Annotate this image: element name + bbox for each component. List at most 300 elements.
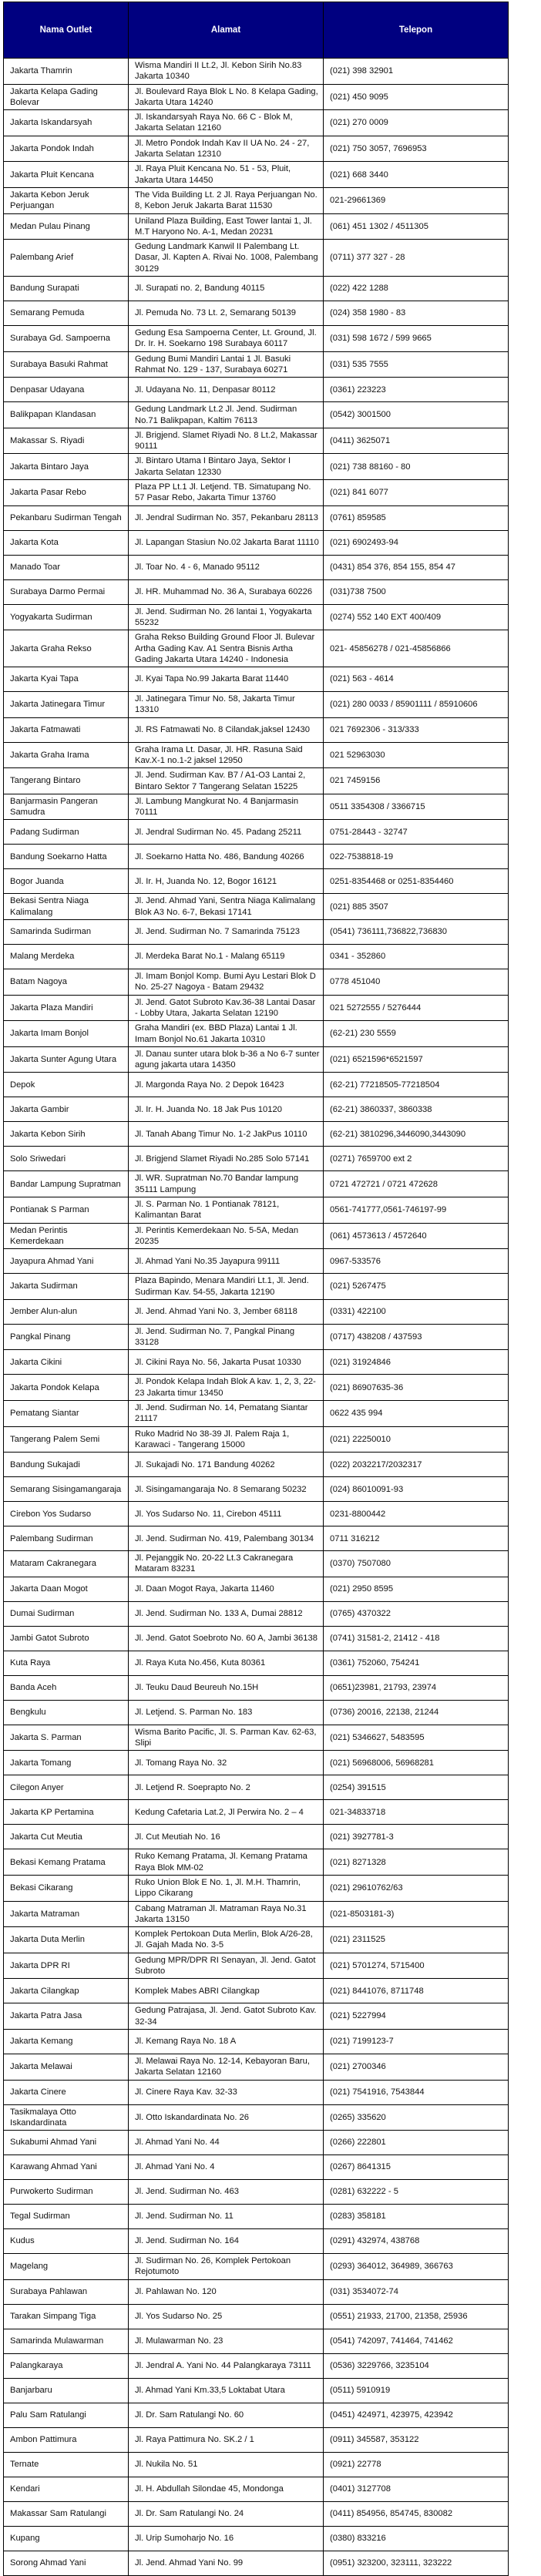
table-row bbox=[4, 1097, 509, 1122]
phone-cell: (0411) 854956, 854745, 830082 bbox=[324, 2501, 509, 2526]
phone-cell: (021) 8271328 bbox=[324, 1849, 509, 1876]
outlet-name-cell: Depok bbox=[4, 1073, 129, 1097]
header-nama-outlet: Nama Outlet bbox=[4, 2, 129, 59]
table-row bbox=[4, 1274, 509, 1300]
address-cell: Jl. Ahmad Yani Km.33,5 Loktabat Utara bbox=[129, 2378, 324, 2403]
phone-cell: (0411) 3625071 bbox=[324, 428, 509, 454]
outlet-name-cell: Jakarta Iskandarsyah bbox=[4, 110, 129, 136]
outlet-name-cell: Mataram Cakranegara bbox=[4, 1551, 129, 1577]
address-cell: Jl. Imam Bonjol Komp. Bumi Ayu Lestari Blok D No. 25-27 Nagoya - Batam 29432 bbox=[129, 969, 324, 996]
outlet-name-cell: Kudus bbox=[4, 2229, 129, 2254]
address-cell: Jl. Toar No. 4 - 6, Manado 95112 bbox=[129, 555, 324, 579]
address-cell: Jl. HR. Muhammad No. 36 A, Surabaya 60226 bbox=[129, 579, 324, 604]
table-row bbox=[4, 1725, 509, 1751]
outlet-name-cell: Jakarta Kyai Tapa bbox=[4, 667, 129, 692]
table-row bbox=[4, 1875, 509, 1901]
table-row bbox=[4, 2477, 509, 2501]
phone-cell: 0778 451040 bbox=[324, 969, 509, 996]
table-row bbox=[4, 480, 509, 506]
table-row bbox=[4, 1021, 509, 1047]
address-cell: Gedung MPR/DPR RI Senayan, Jl. Jend. Gatot Subroto bbox=[129, 1953, 324, 1979]
outlet-name-cell: Ambon Pattimura bbox=[4, 2427, 129, 2452]
outlet-name-cell: Jakarta Cut Meutia bbox=[4, 1825, 129, 1849]
address-cell: Jl. Dr. Sam Ratulangi No. 24 bbox=[129, 2501, 324, 2526]
address-cell: Jl. Jend. Sudirman No. 26 lantai 1, Yogyakarta 55232 bbox=[129, 604, 324, 630]
outlet-name-cell: Samarinda Mulawarman bbox=[4, 2329, 129, 2353]
outlet-name-cell: Jakarta Cilangkap bbox=[4, 1979, 129, 2003]
table-row bbox=[4, 84, 509, 110]
table-row bbox=[4, 428, 509, 454]
table-row bbox=[4, 2329, 509, 2353]
phone-cell: (021) 22250010 bbox=[324, 1426, 509, 1453]
phone-cell: 0251-8354468 or 0251-8354460 bbox=[324, 869, 509, 894]
phone-cell: (021) 5346627, 5483595 bbox=[324, 1725, 509, 1751]
address-cell: Jl. Raya Pluit Kencana No. 51 - 53, Pluit, Jakarta Utara 14450 bbox=[129, 162, 324, 188]
outlet-name-cell: Balikpapan Klandasan bbox=[4, 402, 129, 428]
outlet-name-cell: Manado Toar bbox=[4, 555, 129, 579]
address-cell: Jl. Bintaro Utama I Bintaro Jaya, Sektor I Jakarta Selatan 12330 bbox=[129, 454, 324, 480]
table-row bbox=[4, 1979, 509, 2003]
table-row bbox=[4, 1526, 509, 1551]
outlet-name-cell: Bandung Soekarno Hatta bbox=[4, 845, 129, 869]
outlet-name-cell: Tangerang Palem Semi bbox=[4, 1426, 129, 1453]
table-row bbox=[4, 2205, 509, 2229]
phone-cell: (62-21) 77218505-77218504 bbox=[324, 1073, 509, 1097]
header-row bbox=[4, 2, 509, 59]
address-cell: Jl. Lambung Mangkurat No. 4 Banjarmasin 70111 bbox=[129, 794, 324, 820]
address-cell: Wisma Mandiri II Lt.2, Jl. Kebon Sirih No.83 Jakarta 10340 bbox=[129, 59, 324, 85]
address-cell: Jl. Kyai Tapa No.99 Jakarta Barat 11440 bbox=[129, 667, 324, 692]
address-cell: Jl. Pahlawan No. 120 bbox=[129, 2279, 324, 2304]
phone-cell: (021) 3927781-3 bbox=[324, 1825, 509, 1849]
outlet-name-cell: Pekanbaru Sudirman Tengah bbox=[4, 505, 129, 530]
address-cell: Jl. Jend. Sudirman No. 463 bbox=[129, 2180, 324, 2205]
table-row bbox=[4, 2229, 509, 2254]
table-row bbox=[4, 2029, 509, 2054]
outlet-name-cell: Jakarta Kelapa Gading Bolevar bbox=[4, 84, 129, 110]
table-row bbox=[4, 1223, 509, 1249]
phone-cell: (061) 451 1302 / 4511305 bbox=[324, 213, 509, 240]
phone-cell: (061) 4573613 / 4572640 bbox=[324, 1223, 509, 1249]
outlet-name-cell: Makassar S. Riyadi bbox=[4, 428, 129, 454]
address-cell: Jl. Udayana No. 11, Denpasar 80112 bbox=[129, 378, 324, 402]
phone-cell: (0651)23981, 21793, 23974 bbox=[324, 1675, 509, 1700]
outlet-name-cell: Banda Aceh bbox=[4, 1675, 129, 1700]
outlet-name-cell: Jakarta Fatmawati bbox=[4, 717, 129, 742]
table-row bbox=[4, 920, 509, 945]
address-cell: Jl. WR. Supratman No.70 Bandar lampung 35111 Lampung bbox=[129, 1171, 324, 1197]
outlet-name-cell: Ternate bbox=[4, 2452, 129, 2477]
table-row bbox=[4, 2155, 509, 2180]
outlet-name-cell: Jakarta Kebon Jeruk Perjuangan bbox=[4, 187, 129, 213]
address-cell: Jl. Jendral Sudirman No. 357, Pekanbaru 28113 bbox=[129, 505, 324, 530]
phone-cell: (021) 5227994 bbox=[324, 2003, 509, 2030]
table-row bbox=[4, 2304, 509, 2329]
outlet-name-cell: Bengkulu bbox=[4, 1700, 129, 1725]
phone-cell: (022) 422 1288 bbox=[324, 277, 509, 301]
phone-cell: (021) 668 3440 bbox=[324, 162, 509, 188]
table-row bbox=[4, 301, 509, 326]
phone-cell: (021) 56968006, 56968281 bbox=[324, 1751, 509, 1775]
outlet-name-cell: Jakarta Graha Rekso bbox=[4, 630, 129, 667]
phone-cell: (0401) 3127708 bbox=[324, 2477, 509, 2501]
phone-cell: (0361) 223223 bbox=[324, 378, 509, 402]
outlet-name-cell: Bekasi Sentra Niaga Kalimalang bbox=[4, 894, 129, 920]
table-row bbox=[4, 794, 509, 820]
phone-cell: (021) 841 6077 bbox=[324, 480, 509, 506]
address-cell: Ruko Madrid No 38-39 Jl. Palem Raja 1, Karawaci - Tangerang 15000 bbox=[129, 1426, 324, 1453]
address-cell: Jl. Iskandarsyah Raya No. 66 C - Blok M, Jakarta Selatan 12160 bbox=[129, 110, 324, 136]
outlet-name-cell: Bogor Juanda bbox=[4, 869, 129, 894]
table-row bbox=[4, 1197, 509, 1224]
outlet-name-cell: Jakarta Pondok Indah bbox=[4, 136, 129, 162]
address-cell: Jl. Jend. Sudirman No. 11 bbox=[129, 2205, 324, 2229]
outlet-name-cell: Karawang Ahmad Yani bbox=[4, 2155, 129, 2180]
table-row bbox=[4, 2501, 509, 2526]
address-cell: Jl. Mulawarman No. 23 bbox=[129, 2329, 324, 2353]
outlet-name-cell: Kendari bbox=[4, 2477, 129, 2501]
outlet-name-cell: Jakarta Pluit Kencana bbox=[4, 162, 129, 188]
outlet-name-cell: Bandar Lampung Supratman bbox=[4, 1171, 129, 1197]
outlet-name-cell: Makassar Sam Ratulangi bbox=[4, 2501, 129, 2526]
address-cell: Jl. Jend. Sudirman No. 419, Palembang 30134 bbox=[129, 1526, 324, 1551]
table-row bbox=[4, 213, 509, 240]
table-row bbox=[4, 820, 509, 845]
address-cell: Jl. Ahmad Yani No. 4 bbox=[129, 2155, 324, 2180]
phone-cell: (0711) 377 327 - 28 bbox=[324, 240, 509, 277]
phone-cell: (024) 358 1980 - 83 bbox=[324, 301, 509, 326]
phone-cell: (0741) 31581-2, 21412 - 418 bbox=[324, 1626, 509, 1651]
address-cell: Jl. Yos Sudarso No. 11, Cirebon 45111 bbox=[129, 1502, 324, 1526]
header-alamat: Alamat bbox=[129, 2, 324, 59]
phone-cell: (0281) 632222 - 5 bbox=[324, 2180, 509, 2205]
table-row bbox=[4, 454, 509, 480]
outlet-name-cell: Jakarta Daan Mogot bbox=[4, 1577, 129, 1601]
table-row bbox=[4, 1502, 509, 1526]
outlet-name-cell: Pematang Siantar bbox=[4, 1401, 129, 1427]
table-row bbox=[4, 2403, 509, 2427]
phone-cell: (021-8503181-3) bbox=[324, 1901, 509, 1927]
address-cell: Jl. RS Fatmawati No. 8 Cilandak,jaksel 12430 bbox=[129, 717, 324, 742]
table-row bbox=[4, 667, 509, 692]
address-cell: Jl. Brigjend Slamet Riyadi No.285 Solo 57141 bbox=[129, 1147, 324, 1171]
address-cell: Jl. Letjend R. Soeprapto No. 2 bbox=[129, 1775, 324, 1800]
phone-cell: (021) 2950 8595 bbox=[324, 1577, 509, 1601]
table-row bbox=[4, 2353, 509, 2378]
table-row bbox=[4, 768, 509, 794]
outlet-name-cell: Jember Alun-alun bbox=[4, 1299, 129, 1324]
phone-cell: (0911) 345587, 353122 bbox=[324, 2427, 509, 2452]
outlet-name-cell: Jakarta Cinere bbox=[4, 2080, 129, 2104]
table-row bbox=[4, 240, 509, 277]
phone-cell: (0921) 22778 bbox=[324, 2452, 509, 2477]
address-cell: Jl. Merdeka Barat No.1 - Malang 65119 bbox=[129, 945, 324, 969]
outlet-name-cell: Banjarmasin Pangeran Samudra bbox=[4, 794, 129, 820]
phone-cell: (0511) 5910919 bbox=[324, 2378, 509, 2403]
outlet-name-cell: Surabaya Basuki Rahmat bbox=[4, 351, 129, 378]
phone-cell: (021) 6902493-94 bbox=[324, 530, 509, 555]
table-row bbox=[4, 2551, 509, 2575]
outlet-name-cell: Jakarta Graha Irama bbox=[4, 742, 129, 768]
outlet-name-cell: Pontianak S Parman bbox=[4, 1197, 129, 1224]
phone-cell: 021 7692306 - 313/333 bbox=[324, 717, 509, 742]
table-row bbox=[4, 1651, 509, 1675]
phone-cell: (0717) 438208 / 437593 bbox=[324, 1324, 509, 1350]
address-cell: Jl. Perintis Kemerdekaan No. 5-5A, Medan 20235 bbox=[129, 1223, 324, 1249]
address-cell: Komplek Mabes ABRI Cilangkap bbox=[129, 1979, 324, 2003]
table-row bbox=[4, 1953, 509, 1979]
phone-cell: (024) 86010091-93 bbox=[324, 1477, 509, 1502]
address-cell: Jl. Pejanggik No. 20-22 Lt.3 Cakranegara Mataram 83231 bbox=[129, 1551, 324, 1577]
address-cell: Jl. Nukila No. 51 bbox=[129, 2452, 324, 2477]
table-row bbox=[4, 1901, 509, 1927]
address-cell: Wisma Barito Pacific, Jl. S. Parman Kav. 62-63, Slipi bbox=[129, 1725, 324, 1751]
address-cell: Jl. Sukajadi No. 171 Bandung 40262 bbox=[129, 1453, 324, 1477]
address-cell: Plaza Bapindo, Menara Mandiri Lt.1, Jl. Jend. Sudirman Kav. 54-55, Jakarta 12190 bbox=[129, 1274, 324, 1300]
phone-cell: 022-7538818-19 bbox=[324, 845, 509, 869]
table-row bbox=[4, 1477, 509, 1502]
address-cell: Jl. Ahmad Yani No. 44 bbox=[129, 2131, 324, 2155]
phone-cell: (0542) 3001500 bbox=[324, 402, 509, 428]
phone-cell: (62-21) 3860337, 3860338 bbox=[324, 1097, 509, 1122]
table-row bbox=[4, 1299, 509, 1324]
table-row bbox=[4, 277, 509, 301]
address-cell: Jl. H. Abdullah Silondae 45, Mondonga bbox=[129, 2477, 324, 2501]
address-cell: Uniland Plaza Building, East Tower lantai 1, Jl. M.T Haryono No. A-1, Medan 20231 bbox=[129, 213, 324, 240]
table-row bbox=[4, 1675, 509, 1700]
address-cell: Gedung Bumi Mandiri Lantai 1 Jl. Basuki Rahmat No. 129 - 137, Surabaya 60271 bbox=[129, 351, 324, 378]
address-cell: Jl. Lapangan Stasiun No.02 Jakarta Barat 11110 bbox=[129, 530, 324, 555]
phone-cell: (021) 2311525 bbox=[324, 1927, 509, 1953]
outlet-name-cell: Jakarta Imam Bonjol bbox=[4, 1021, 129, 1047]
outlet-name-cell: Jakarta Matraman bbox=[4, 1901, 129, 1927]
address-cell: Jl. Otto Iskandardinata No. 26 bbox=[129, 2104, 324, 2131]
phone-cell: 0711 316212 bbox=[324, 1526, 509, 1551]
table-row bbox=[4, 2080, 509, 2104]
outlet-name-cell: Jakarta Gambir bbox=[4, 1097, 129, 1122]
address-cell: Jl. Jend. Sudirman No. 133 A, Dumai 28812 bbox=[129, 1601, 324, 1626]
table-row bbox=[4, 187, 509, 213]
outlet-name-cell: Bandung Sukajadi bbox=[4, 1453, 129, 1477]
table-row bbox=[4, 717, 509, 742]
phone-cell: 0511 3354308 / 3366715 bbox=[324, 794, 509, 820]
address-cell: Jl. Raya Kuta No.456, Kuta 80361 bbox=[129, 1651, 324, 1675]
address-cell: Jl. Tomang Raya No. 32 bbox=[129, 1751, 324, 1775]
phone-cell: (0380) 833216 bbox=[324, 2526, 509, 2551]
outlet-name-cell: Denpasar Udayana bbox=[4, 378, 129, 402]
outlet-name-cell: Jakarta Sunter Agung Utara bbox=[4, 1046, 129, 1073]
address-cell: Jl. Ahmad Yani No.35 Jayapura 99111 bbox=[129, 1249, 324, 1274]
phone-cell: (0283) 358181 bbox=[324, 2205, 509, 2229]
table-row bbox=[4, 1350, 509, 1375]
address-cell: Jl. Ir. H, Juanda No. 12, Bogor 16121 bbox=[129, 869, 324, 894]
table-row bbox=[4, 1849, 509, 1876]
phone-cell: 0721 472721 / 0721 472628 bbox=[324, 1171, 509, 1197]
address-cell: The Vida Building Lt. 2 Jl. Raya Perjuangan No. 8, Kebon Jeruk Jakarta Barat 11530 bbox=[129, 187, 324, 213]
phone-cell: (0274) 552 140 EXT 400/409 bbox=[324, 604, 509, 630]
table-row bbox=[4, 378, 509, 402]
address-cell: Jl. Sisingamangaraja No. 8 Semarang 50232 bbox=[129, 1477, 324, 1502]
address-cell: Graha Irama Lt. Dasar, Jl. HR. Rasuna Said Kav.X-1 no.1-2 jaksel 12950 bbox=[129, 742, 324, 768]
address-cell: Jl. Jend. Sudirman No. 7, Pangkal Pinang 33128 bbox=[129, 1324, 324, 1350]
phone-cell: (0291) 432974, 438768 bbox=[324, 2229, 509, 2254]
table-row bbox=[4, 1927, 509, 1953]
address-cell: Jl. Brigjend. Slamet Riyadi No. 8 Lt.2, Makassar 90111 bbox=[129, 428, 324, 454]
address-cell: Graha Mandiri (ex. BBD Plaza) Lantai 1 Jl. Imam Bonjol No.61 Jakarta 10310 bbox=[129, 1021, 324, 1047]
phone-cell: (62-21) 3810296,3446090,3443090 bbox=[324, 1122, 509, 1147]
table-row bbox=[4, 1324, 509, 1350]
table-row bbox=[4, 1551, 509, 1577]
address-cell: Jl. Jend. Sudirman Kav. B7 / A1-O3 Lantai 2, Bintaro Sektor 7 Tangerang Selatan 15225 bbox=[129, 768, 324, 794]
address-cell: Jl. Jendral A. Yani No. 44 Palangkaraya 73111 bbox=[129, 2353, 324, 2378]
outlet-name-cell: Semarang Sisingamangaraja bbox=[4, 1477, 129, 1502]
table-row bbox=[4, 530, 509, 555]
phone-cell: (021) 280 0033 / 85901111 / 85910606 bbox=[324, 692, 509, 718]
outlet-name-cell: Jakarta Jatinegara Timur bbox=[4, 692, 129, 718]
phone-cell: (0293) 364012, 364989, 366763 bbox=[324, 2254, 509, 2280]
outlet-name-cell: Pangkal Pinang bbox=[4, 1324, 129, 1350]
address-cell: Jl. Jend. Ahmad Yani No. 3, Jember 68118 bbox=[129, 1299, 324, 1324]
outlet-name-cell: Jakarta Kota bbox=[4, 530, 129, 555]
address-cell: Jl. Dr. Sam Ratulangi No. 60 bbox=[129, 2403, 324, 2427]
address-cell: Jl. Daan Mogot Raya, Jakarta 11460 bbox=[129, 1577, 324, 1601]
phone-cell: (021) 7199123-7 bbox=[324, 2029, 509, 2054]
outlet-name-cell: Jakarta KP Pertamina bbox=[4, 1800, 129, 1825]
phone-cell: 021 7459156 bbox=[324, 768, 509, 794]
outlet-name-cell: Jakarta Plaza Mandiri bbox=[4, 995, 129, 1021]
table-row bbox=[4, 692, 509, 718]
table-row bbox=[4, 1700, 509, 1725]
phone-cell: (0736) 20016, 22138, 21244 bbox=[324, 1700, 509, 1725]
address-cell: Ruko Kemang Pratama, Jl. Kemang Pratama Raya Blok MM-02 bbox=[129, 1849, 324, 1876]
address-cell: Gedung Landmark Kanwil II Palembang Lt. Dasar, Jl. Kapten A. Rivai No. 1008, Palembang 30129 bbox=[129, 240, 324, 277]
table-row bbox=[4, 162, 509, 188]
outlet-name-cell: Solo Sriwedari bbox=[4, 1147, 129, 1171]
phone-cell: (0331) 422100 bbox=[324, 1299, 509, 1324]
table-row bbox=[4, 2279, 509, 2304]
table-row bbox=[4, 2054, 509, 2080]
outlet-name-cell: Medan Pulau Pinang bbox=[4, 213, 129, 240]
address-cell: Jl. Jend. Sudirman No. 7 Samarinda 75123 bbox=[129, 920, 324, 945]
address-cell: Jl. Pondok Kelapa Indah Blok A kav. 1, 2, 3, 22-23 Jakarta timur 13450 bbox=[129, 1375, 324, 1401]
phone-cell: (021) 7541916, 7543844 bbox=[324, 2080, 509, 2104]
outlet-name-cell: Bekasi Cikarang bbox=[4, 1875, 129, 1901]
table-row bbox=[4, 1601, 509, 1626]
phone-cell: (021) 29610762/63 bbox=[324, 1875, 509, 1901]
outlet-name-cell: Palangkaraya bbox=[4, 2353, 129, 2378]
outlet-name-cell: Samarinda Sudirman bbox=[4, 920, 129, 945]
address-cell: Jl. Urip Sumoharjo No. 16 bbox=[129, 2526, 324, 2551]
phone-cell: (0431) 854 376, 854 155, 854 47 bbox=[324, 555, 509, 579]
table-row bbox=[4, 1775, 509, 1800]
phone-cell: (0266) 222801 bbox=[324, 2131, 509, 2155]
address-cell: Jl. Jend. Sudirman No. 14, Pematang Siantar 21117 bbox=[129, 1401, 324, 1427]
table-header bbox=[4, 2, 509, 59]
table-row bbox=[4, 869, 509, 894]
address-cell: Graha Rekso Building Ground Floor Jl. Bulevar Artha Gading Kav. A1 Sentra Bisnis Artha Gading Jakarta Utara 14240 - Indonesia bbox=[129, 630, 324, 667]
outlet-name-cell: Jambi Gatot Subroto bbox=[4, 1626, 129, 1651]
outlet-name-cell: Tasikmalaya Otto Iskandardinata bbox=[4, 2104, 129, 2131]
outlet-name-cell: Purwokerto Sudirman bbox=[4, 2180, 129, 2205]
phone-cell: 0231-8800442 bbox=[324, 1502, 509, 1526]
outlet-name-cell: Jakarta Melawai bbox=[4, 2054, 129, 2080]
outlet-name-cell: Batam Nagoya bbox=[4, 969, 129, 996]
phone-cell: (62-21) 230 5559 bbox=[324, 1021, 509, 1047]
address-cell: Jl. Kemang Raya No. 18 A bbox=[129, 2029, 324, 2054]
address-cell: Kedung Cafetaria Lat.2, Jl Perwira No. 2 – 4 bbox=[129, 1800, 324, 1825]
address-cell: Gedung Patrajasa, Jl. Jend. Gatot Subroto Kav. 32-34 bbox=[129, 2003, 324, 2030]
phone-cell: 021 5272555 / 5276444 bbox=[324, 995, 509, 1021]
phone-cell: (022) 2032217/2032317 bbox=[324, 1453, 509, 1477]
table-row bbox=[4, 1426, 509, 1453]
outlet-name-cell: Semarang Pemuda bbox=[4, 301, 129, 326]
address-cell: Jl. Jendral Sudirman No. 45. Padang 25211 bbox=[129, 820, 324, 845]
outlet-name-cell: Padang Sudirman bbox=[4, 820, 129, 845]
address-cell: Jl. Jend. Ahmad Yani No. 99 bbox=[129, 2551, 324, 2575]
address-cell: Jl. Jend. Ahmad Yani, Sentra Niaga Kalimalang Blok A3 No. 6-7, Bekasi 17141 bbox=[129, 894, 324, 920]
address-cell: Jl. Danau sunter utara blok b-36 a No 6-7 sunter agung jakarta utara 14350 bbox=[129, 1046, 324, 1073]
address-cell: Gedung Landmark Lt.2 Jl. Jend. Sudirman No.71 Balikpapan, Kaltim 76113 bbox=[129, 402, 324, 428]
outlet-table bbox=[3, 2, 509, 2576]
table-row bbox=[4, 1249, 509, 1274]
table-row bbox=[4, 110, 509, 136]
phone-cell: (021) 563 - 4614 bbox=[324, 667, 509, 692]
address-cell: Jl. Jend. Gatot Soebroto No. 60 A, Jambi 36138 bbox=[129, 1626, 324, 1651]
outlet-name-cell: Jakarta Kebon Sirih bbox=[4, 1122, 129, 1147]
outlet-name-cell: Surabaya Gd. Sampoerna bbox=[4, 326, 129, 352]
outlet-name-cell: Palu Sam Ratulangi bbox=[4, 2403, 129, 2427]
table-row bbox=[4, 1577, 509, 1601]
outlet-name-cell: Sorong Ahmad Yani bbox=[4, 2551, 129, 2575]
outlet-name-cell: Banjarbaru bbox=[4, 2378, 129, 2403]
phone-cell: (0267) 8641315 bbox=[324, 2155, 509, 2180]
phone-cell: 0341 - 352860 bbox=[324, 945, 509, 969]
outlet-name-cell: Palembang Arief bbox=[4, 240, 129, 277]
outlet-name-cell: Jakarta Kemang bbox=[4, 2029, 129, 2054]
table-row bbox=[4, 1825, 509, 1849]
outlet-name-cell: Jakarta Bintaro Jaya bbox=[4, 454, 129, 480]
phone-cell: (0951) 323200, 323111, 323222 bbox=[324, 2551, 509, 2575]
outlet-name-cell: Sukabumi Ahmad Yani bbox=[4, 2131, 129, 2155]
phone-cell: 0967-533576 bbox=[324, 1249, 509, 1274]
table-row bbox=[4, 2104, 509, 2131]
table-row bbox=[4, 1453, 509, 1477]
address-cell: Jl. Cikini Raya No. 56, Jakarta Pusat 10330 bbox=[129, 1350, 324, 1375]
outlet-name-cell: Yogyakarta Sudirman bbox=[4, 604, 129, 630]
table-row bbox=[4, 59, 509, 85]
table-row bbox=[4, 2254, 509, 2280]
address-cell: Jl. Letjend. S. Parman No. 183 bbox=[129, 1700, 324, 1725]
table-body bbox=[4, 59, 509, 2576]
phone-cell: (0265) 335620 bbox=[324, 2104, 509, 2131]
phone-cell: (021) 450 9095 bbox=[324, 84, 509, 110]
phone-cell: (021) 2700346 bbox=[324, 2054, 509, 2080]
address-cell: Jl. S. Parman No. 1 Pontianak 78121, Kalimantan Barat bbox=[129, 1197, 324, 1224]
phone-cell: (021) 86907635-36 bbox=[324, 1375, 509, 1401]
table-row bbox=[4, 1171, 509, 1197]
table-row bbox=[4, 894, 509, 920]
table-row bbox=[4, 969, 509, 996]
table-row bbox=[4, 2452, 509, 2477]
table-row bbox=[4, 995, 509, 1021]
phone-cell: (0761) 859585 bbox=[324, 505, 509, 530]
outlet-name-cell: Jakarta S. Parman bbox=[4, 1725, 129, 1751]
address-cell: Jl. Sudirman No. 26, Komplek Pertokoan Rejotumoto bbox=[129, 2254, 324, 2280]
table-row bbox=[4, 402, 509, 428]
outlet-name-cell: Jakarta Sudirman bbox=[4, 1274, 129, 1300]
address-cell: Jl. Ir. H. Juanda No. 18 Jak Pus 10120 bbox=[129, 1097, 324, 1122]
table-row bbox=[4, 579, 509, 604]
